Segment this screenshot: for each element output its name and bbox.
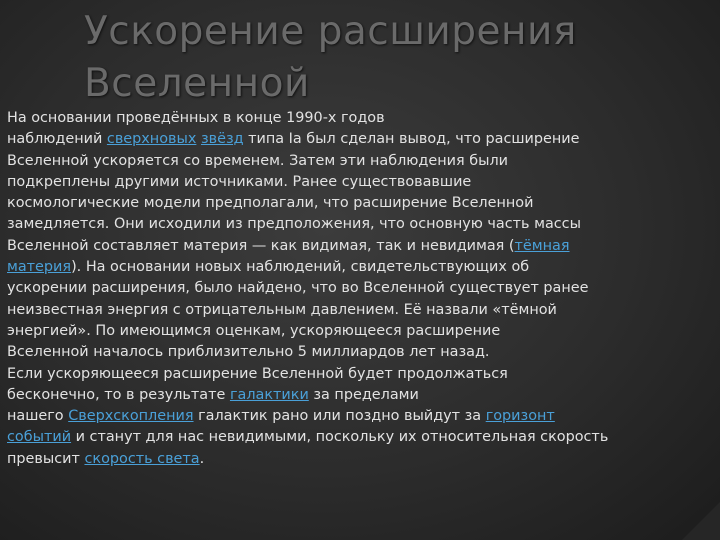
body-text-run: бесконечно, то в результате	[7, 386, 230, 403]
body-text-run: типа Ia был сделан вывод, что расширение	[243, 131, 580, 148]
link-dark-matter-part2[interactable]: материя	[7, 259, 72, 276]
body-text-run: Вселенной составляет материя — как видимая, так и невидимая (	[7, 237, 515, 254]
body-text-run: и станут для нас невидимыми, поскольку их относительная скорость	[71, 429, 609, 446]
body-text-run: превысит	[7, 450, 85, 467]
body-line	[7, 236, 715, 257]
body-line	[7, 449, 715, 470]
body-text-run: .	[199, 450, 205, 467]
body-text-run: нашего	[7, 408, 69, 425]
body-line: Вселенной началось приблизительно 5 миллиардов лет назад.	[7, 344, 490, 361]
body-line	[7, 257, 715, 278]
link-dark-matter-part1[interactable]: тёмная	[514, 237, 570, 254]
body-line: энергией». По имеющимся оценкам, ускоряющееся расширение	[7, 322, 501, 339]
body-text-run: наблюдений	[7, 131, 107, 148]
body-line	[7, 385, 715, 406]
slide-title	[84, 6, 704, 110]
body-text	[7, 108, 715, 470]
link-supernova[interactable]: сверхновых	[106, 131, 197, 148]
body-line: замедляется. Они исходили из предположения, что основную часть массы	[7, 216, 581, 233]
link-event-horizon-part2[interactable]: событий	[7, 429, 72, 446]
body-text-run: за пределами	[308, 386, 419, 403]
body-text-run: галактик рано или поздно выйдут за	[193, 408, 486, 425]
body-line: подкреплены другими источниками. Ранее существовавшие	[7, 173, 472, 190]
slide-corner-decoration	[682, 502, 720, 540]
link-speed-of-light[interactable]: скорость света	[84, 450, 200, 467]
link-event-horizon-part1[interactable]: горизонт	[485, 408, 555, 425]
body-line: На основании проведённых в конце 1990-х годов	[7, 110, 385, 126]
link-galaxies[interactable]: галактики	[229, 386, 309, 403]
body-line	[7, 427, 715, 448]
title-line-2: Вселенной	[84, 61, 310, 106]
body-text-run: ). На основании новых наблюдений, свидетельствующих об	[71, 259, 530, 276]
title-line-1: Ускорение расширения	[84, 9, 577, 54]
link-stars[interactable]: звёзд	[200, 131, 244, 148]
body-line	[7, 129, 715, 150]
link-supercluster[interactable]: Сверхскопления	[68, 408, 194, 425]
body-line: Вселенной ускоряется со временем. Затем эти наблюдения были	[7, 152, 508, 169]
body-line: ускорении расширения, было найдено, что во Вселенной существует ранее	[7, 280, 589, 297]
body-line: космологические модели предполагали, что расширение Вселенной	[7, 195, 534, 212]
body-line: Если ускоряющееся расширение Вселенной будет продолжаться	[7, 365, 508, 382]
body-line	[7, 406, 715, 427]
body-line: неизвестная энергия с отрицательным давлением. Её назвали «тёмной	[7, 301, 557, 318]
